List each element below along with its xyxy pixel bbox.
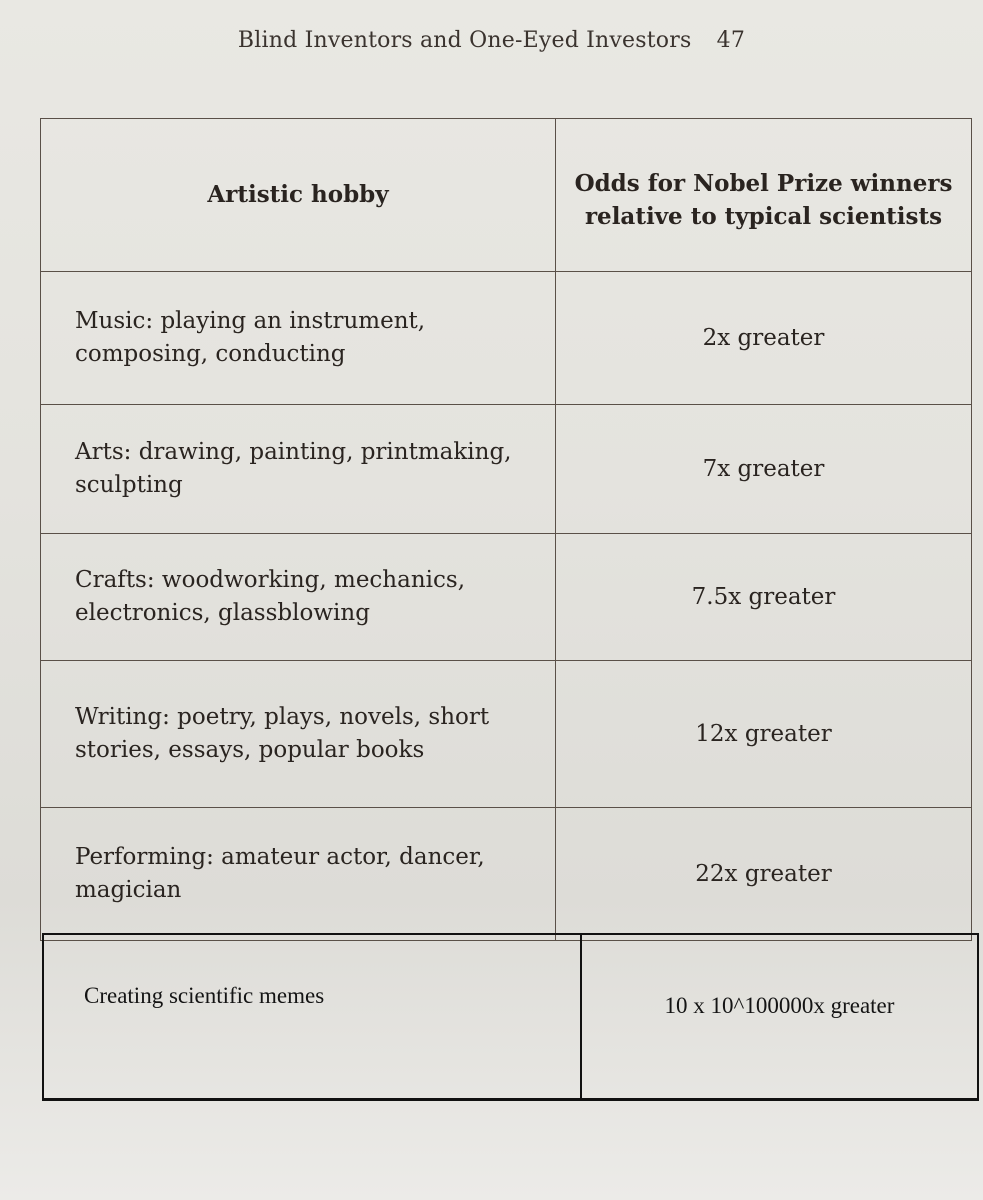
odds-cell: 2x greater (702, 325, 825, 351)
column-header-odds: Odds for Nobel Prize winners relative to typical scientists (574, 169, 953, 230)
meme-hobby-cell: Creating scientific memes (44, 935, 582, 1098)
odds-cell: 7.5x greater (691, 584, 836, 610)
table-row (41, 404, 971, 533)
hobby-cell: Writing: poetry, plays, novels, short stories, essays, popular books (41, 661, 556, 807)
meme-table-row (42, 933, 979, 1101)
meme-odds-cell: 10 x 10^100000x greater (664, 993, 895, 1018)
hobby-odds-table (40, 118, 972, 941)
table-row (41, 807, 971, 940)
running-header (0, 28, 983, 53)
table-row (41, 271, 971, 404)
table-header-row (41, 119, 971, 271)
odds-cell: 12x greater (695, 721, 832, 747)
table-row (41, 533, 971, 660)
hobby-cell: Music: playing an instrument, composing, conducting (41, 272, 556, 404)
hobby-cell: Performing: amateur actor, dancer, magician (41, 808, 556, 940)
header-title: Blind Inventors and One-Eyed Investors (237, 28, 692, 53)
column-header-hobby: Artistic hobby (41, 119, 556, 271)
odds-cell: 7x greater (702, 456, 825, 482)
hobby-cell: Crafts: woodworking, mechanics, electronics, glassblowing (41, 534, 556, 660)
odds-cell: 22x greater (695, 861, 832, 887)
page-number: 47 (716, 28, 746, 53)
hobby-cell: Arts: drawing, painting, printmaking, sculpting (41, 405, 556, 533)
table-row (41, 660, 971, 807)
